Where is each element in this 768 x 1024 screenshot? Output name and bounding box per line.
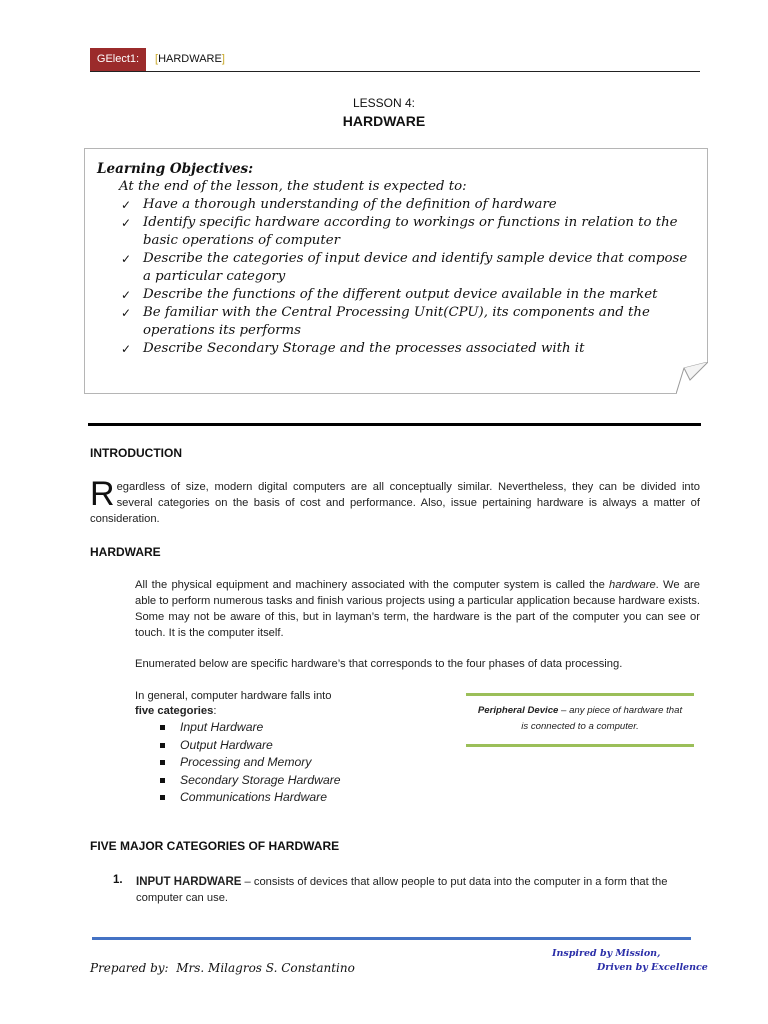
course-tag: GElect1: <box>90 48 146 71</box>
callout-top-line <box>466 693 694 696</box>
bullet-square-icon <box>160 743 165 748</box>
introduction-paragraph: Regardless of size, modern digital computers are all conceptually similar. Nevertheless, they can be divided into several categories on the basis of cost and performance. Also, issue pertaining hardware is always a matter of consideration. <box>90 475 700 525</box>
checkmark-icon: ✓ <box>121 342 132 356</box>
objectives-heading: Learning Objectives: <box>97 161 254 177</box>
general-categories-line: In general, computer hardware falls into <box>135 690 332 702</box>
list-item: Input Hardware <box>136 719 341 737</box>
lesson-title: HARDWARE <box>342 113 426 129</box>
list-item: Processing and Memory <box>136 754 341 772</box>
lesson-number: LESSON 4: <box>352 96 416 110</box>
list-item: Communications Hardware <box>136 789 341 807</box>
objective-item: ✓ Be familiar with the Central Processing Unit(CPU), its components and the operations its performs <box>121 305 650 338</box>
five-major-heading: FIVE MAJOR CATEGORIES OF HARDWARE <box>90 839 340 853</box>
bracket-open: [ <box>155 53 159 65</box>
prepared-by: Prepared by: Mrs. Milagros S. Constantino <box>90 961 355 975</box>
list-item: Secondary Storage Hardware <box>136 772 341 790</box>
introduction-heading: INTRODUCTION <box>90 446 182 460</box>
checkmark-icon: ✓ <box>121 216 132 230</box>
motto-line-2: Driven by Excellence <box>597 962 708 973</box>
checkmark-icon: ✓ <box>121 288 132 302</box>
peripheral-device-callout <box>466 693 694 749</box>
checkmark-icon: ✓ <box>121 306 132 320</box>
list-item: Output Hardware <box>136 737 341 755</box>
objective-item: ✓ Have a thorough understanding of the definition of hardware <box>121 197 557 212</box>
input-hardware-item: INPUT HARDWARE – consists of devices that allow people to put data into the computer in a form that the computer can use. <box>136 876 668 904</box>
item-number: 1. <box>113 874 123 886</box>
hardware-heading: HARDWARE <box>90 545 161 559</box>
bullet-square-icon <box>160 778 165 783</box>
header-divider <box>90 71 700 72</box>
page-curl-icon <box>676 362 708 394</box>
five-categories-label: five categories: <box>135 705 217 717</box>
section-divider <box>88 423 701 426</box>
footer-divider <box>92 937 691 940</box>
hardware-categories-list <box>136 719 341 807</box>
enumerated-paragraph: Enumerated below are specific hardware’s that corresponds to the four phases of data processing. <box>135 658 623 670</box>
bullet-square-icon <box>160 760 165 765</box>
motto-line-1: Inspired by Mission, <box>552 948 661 959</box>
objective-item: ✓ Describe Secondary Storage and the processes associated with it <box>121 341 585 356</box>
drop-cap: R <box>90 475 115 513</box>
objective-item: ✓ Describe the categories of input device and identify sample device that compose a particular category <box>121 251 688 284</box>
checkmark-icon: ✓ <box>121 198 132 212</box>
checkmark-icon: ✓ <box>121 252 132 266</box>
objective-item: ✓ Identify specific hardware according to workings or functions in relation to the basic operations of computer <box>121 215 678 248</box>
peripheral-definition: Peripheral Device – any piece of hardware that is connected to a computer. <box>477 705 683 732</box>
bullet-square-icon <box>160 795 165 800</box>
hardware-paragraph: All the physical equipment and machinery associated with the computer system is called the hardware. We are able to perform numerous tasks and finish various projects using a particular application because hardware exists. Some may not be aware of this, but in layman’s term, the hardware is the part of the computer you can see or touch. It is the computer itself. <box>135 579 700 639</box>
objectives-list <box>119 196 699 358</box>
objective-item: ✓ Describe the functions of the different output device available in the market <box>121 287 658 302</box>
header-topic <box>155 48 225 71</box>
bracket-close: ] <box>221 53 225 65</box>
objectives-intro: At the end of the lesson, the student is expected to: <box>119 179 467 194</box>
header-topic-text: HARDWARE <box>158 53 222 65</box>
callout-bottom-line <box>466 744 694 747</box>
bullet-square-icon <box>160 725 165 730</box>
